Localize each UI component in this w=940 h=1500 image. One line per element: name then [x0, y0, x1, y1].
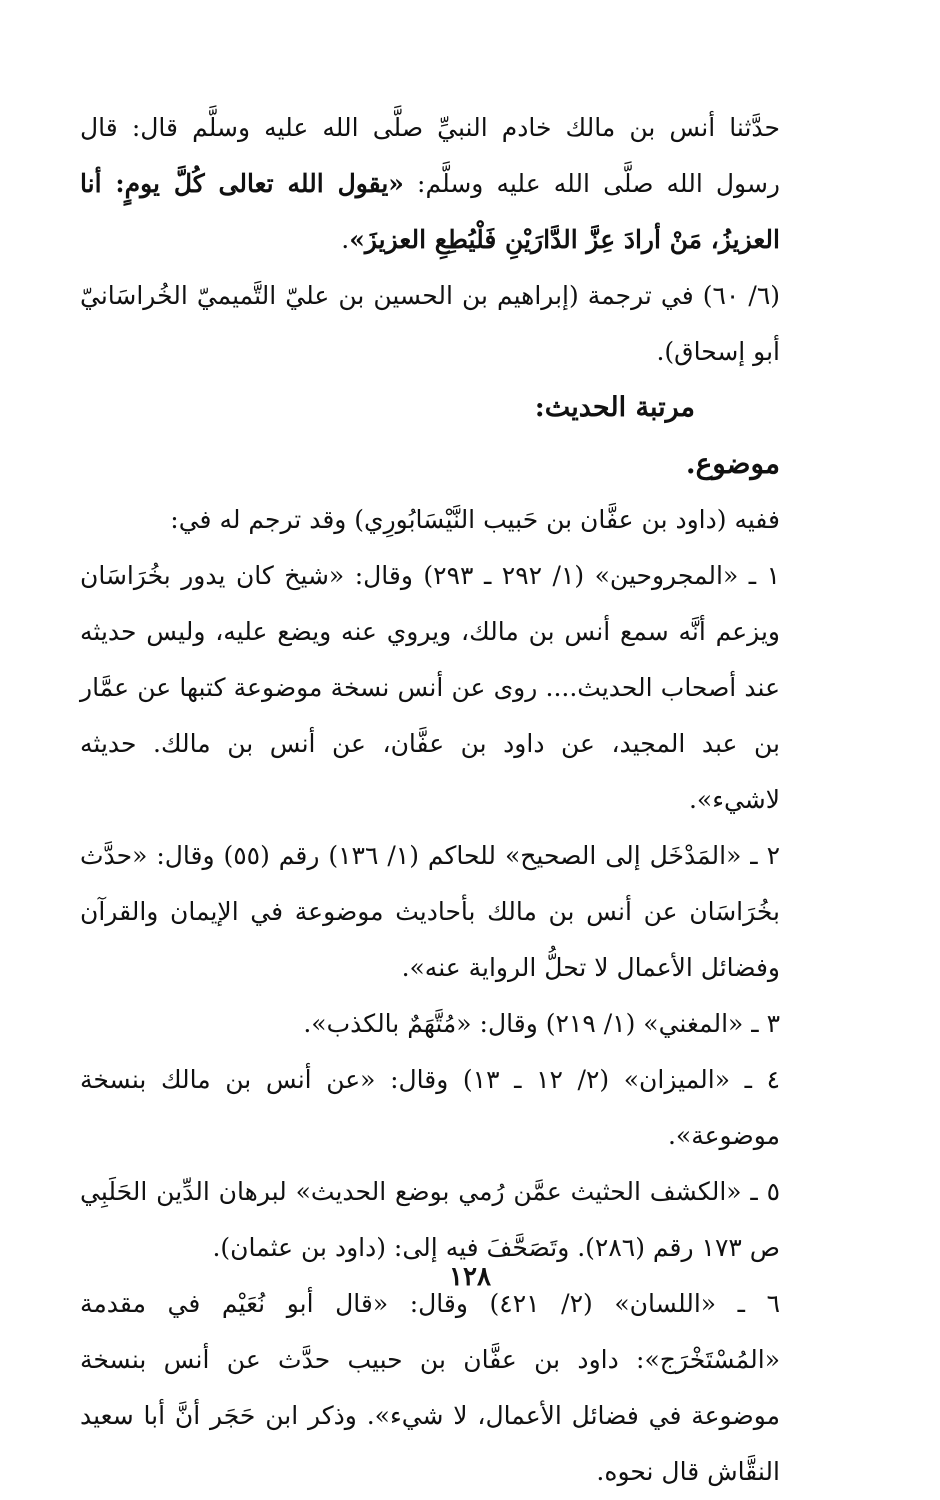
- source-item-3: ٣ ـ «المغني» (١/ ٢١٩) وقال: «مُتَّهَمٌ بالكذب».: [303, 1009, 780, 1038]
- source-item-2: ٢ ـ «المَدْخَل إلى الصحيح» للحاكم (١/ ١٣٦) رقم (٥٥) وقال: «حدَّث بخُرَاسَان عن أنس بن مالك بأحاديث موضوعة في الإيمان والقرآن وفضائل الأعمال لا تحلُّ الرواية عنه».: [80, 841, 780, 982]
- hadith-quote: «يقول الله تعالى كُلَّ يومٍ: أنا العزيزُ، مَنْ أرادَ عِزَّ الدَّارَيْنِ فَلْيُطِعِ العزيزَ»: [80, 169, 780, 254]
- page-number: ١٢٨: [449, 1262, 491, 1292]
- section-heading: مرتبة الحديث:: [534, 392, 695, 423]
- source-item-5: ٥ ـ «الكشف الحثيث عمَّن رُمي بوضع الحديث» لبرهان الدِّين الحَلَبِي ص ١٧٣ رقم (٢٨٦). وتَصَحَّفَ فيه إلى: (داود بن عثمان).: [80, 1177, 780, 1262]
- hadith-paragraph: [80, 100, 840, 268]
- verdict-text: موضوع.: [685, 447, 780, 480]
- intro-line: ففيه (داود بن عفَّان بن حَبيب النَّيْسَابُورِي) وقد ترجم له في:: [170, 505, 780, 534]
- source-item-1: ١ ـ «المجروحين» (١/ ٢٩٢ ـ ٢٩٣) وقال: «شيخ كان يدور بخُرَاسَان ويزعم أنَّه سمع أنس بن مالك، ويروي عنه ويضع عليه، وليس حديثه عند أصحاب الحديث.... روى عن أنس نسخة موضوعة كتبها عن عمَّار بن عبد المجيد، عن داود بن عفَّان، عن أنس بن مالك. حديثه لاشيء».: [80, 561, 780, 814]
- source-item-4: ٤ ـ «الميزان» (٢/ ١٢ ـ ١٣) وقال: «عن أنس بن مالك بنسخة موضوعة».: [80, 1065, 780, 1150]
- reference-paragraph: (٦/ ٦٠) في ترجمة (إبراهيم بن الحسين بن عليّ التَّميميّ الخُراسَانيّ أبو إسحاق).: [80, 281, 781, 366]
- hadith-end: .: [341, 225, 350, 254]
- hadith-chain: حدَّثنا أنس بن مالك خادم النبيِّ صلَّى الله عليه وسلَّم قال: قال رسول الله صلَّى الله عليه وسلَّم:: [80, 113, 780, 198]
- source-item-6: ٦ ـ «اللسان» (٢/ ٤٢١) وقال: «قال أبو نُعَيْم في مقدمة «المُسْتَخْرَج»: داود بن عفَّان بن حبيب حدَّث عن أنس بنسخة موضوعة في فضائل الأعمال، لا شيء». وذكر ابن حَجَر أنَّ أبا سعيد النقَّاش قال نحوه.: [80, 1289, 781, 1486]
